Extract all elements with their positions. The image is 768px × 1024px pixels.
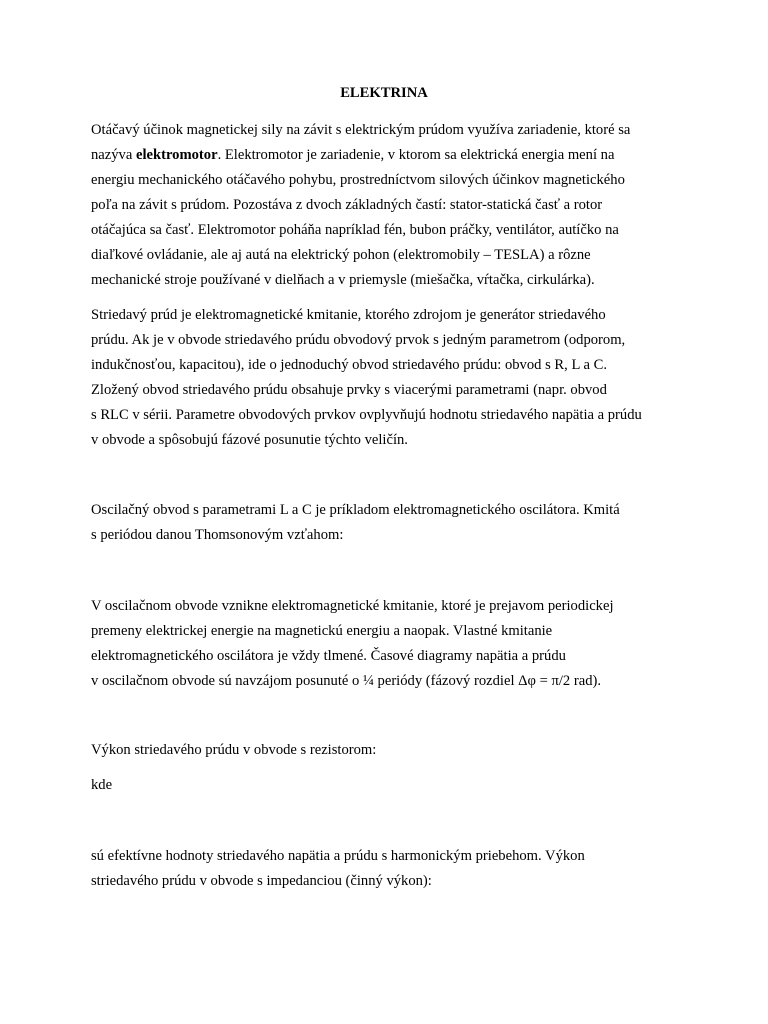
text-line: prúdu. Ak je v obvode striedavého prúdu obvodový prvok s jedným parametrom (odporom, — [91, 332, 626, 348]
text-line: mechanické stroje používané v dielňach a v priemysle (miešačka, vŕtačka, cirkulárka). — [91, 272, 595, 288]
text-line: Zložený obvod striedavého prúdu obsahuje prvky s viacerými parametrami (napr. obvod — [91, 382, 607, 398]
text-line: premeny elektrickej energie na magnetickú energiu a naopak. Vlastné kmitanie — [91, 623, 553, 639]
bold-term: elektromotor — [135, 147, 218, 163]
text-line: v obvode a spôsobujú fázové posunutie týchto veličín. — [91, 432, 408, 448]
text-line — [91, 146, 614, 164]
text-line: sú efektívne hodnoty striedavého napätia a prúdu s harmonickým priebehom. Výkon — [91, 848, 585, 864]
text-line: Oscilačný obvod s parametrami L a C je príkladom elektromagnetického oscilátora. Kmitá — [91, 502, 620, 518]
text-line: energiu mechanického otáčavého pohybu, prostredníctvom silových účinkov magnetického — [91, 172, 625, 188]
document-title: ELEKTRINA — [340, 85, 428, 101]
text-line: diaľkové ovládanie, ale aj autá na elektrický pohon (elektromobily – TESLA) a rôzne — [91, 247, 591, 263]
text-span: nazýva — [91, 147, 136, 163]
text-line: Otáčavý účinok magnetickej sily na závit s elektrickým prúdom využíva zariadenie, ktoré sa — [91, 122, 631, 138]
text-line: indukčnosťou, kapacitou), ide o jednoduchý obvod striedavého prúdu: obvod s R, L a C. — [91, 357, 607, 373]
text-line: poľa na závit s prúdom. Pozostáva z dvoch základných častí: stator-statická časť a rotor — [91, 197, 603, 213]
text-line: otáčajúca sa časť. Elektromotor poháňa napríklad fén, bubon práčky, ventilátor, autíčko na — [91, 222, 619, 238]
text-line: s periódou danou Thomsonovým vzťahom: — [91, 527, 344, 543]
text-line: elektromagnetického oscilátora je vždy tlmené. Časové diagramy napätia a prúdu — [91, 648, 566, 664]
text-line: Striedavý prúd je elektromagnetické kmitanie, ktorého zdrojom je generátor striedavého — [91, 307, 606, 323]
text-line: kde — [91, 777, 113, 793]
text-span: . Elektromotor je zariadenie, v ktorom sa elektrická energia mení na — [217, 147, 615, 163]
text-line: s RLC v sérii. Parametre obvodových prvkov ovplyvňujú hodnotu striedavého napätia a prúdu — [91, 407, 642, 423]
text-line: Výkon striedavého prúdu v obvode s rezistorom: — [91, 742, 377, 758]
text-line: v oscilačnom obvode sú navzájom posunuté o ¼ periódy (fázový rozdiel Δφ = π/2 rad). — [91, 673, 602, 689]
text-line: striedavého prúdu v obvode s impedanciou (činný výkon): — [91, 873, 432, 889]
text-line: V oscilačnom obvode vznikne elektromagnetické kmitanie, ktoré je prejavom periodickej — [91, 598, 614, 614]
